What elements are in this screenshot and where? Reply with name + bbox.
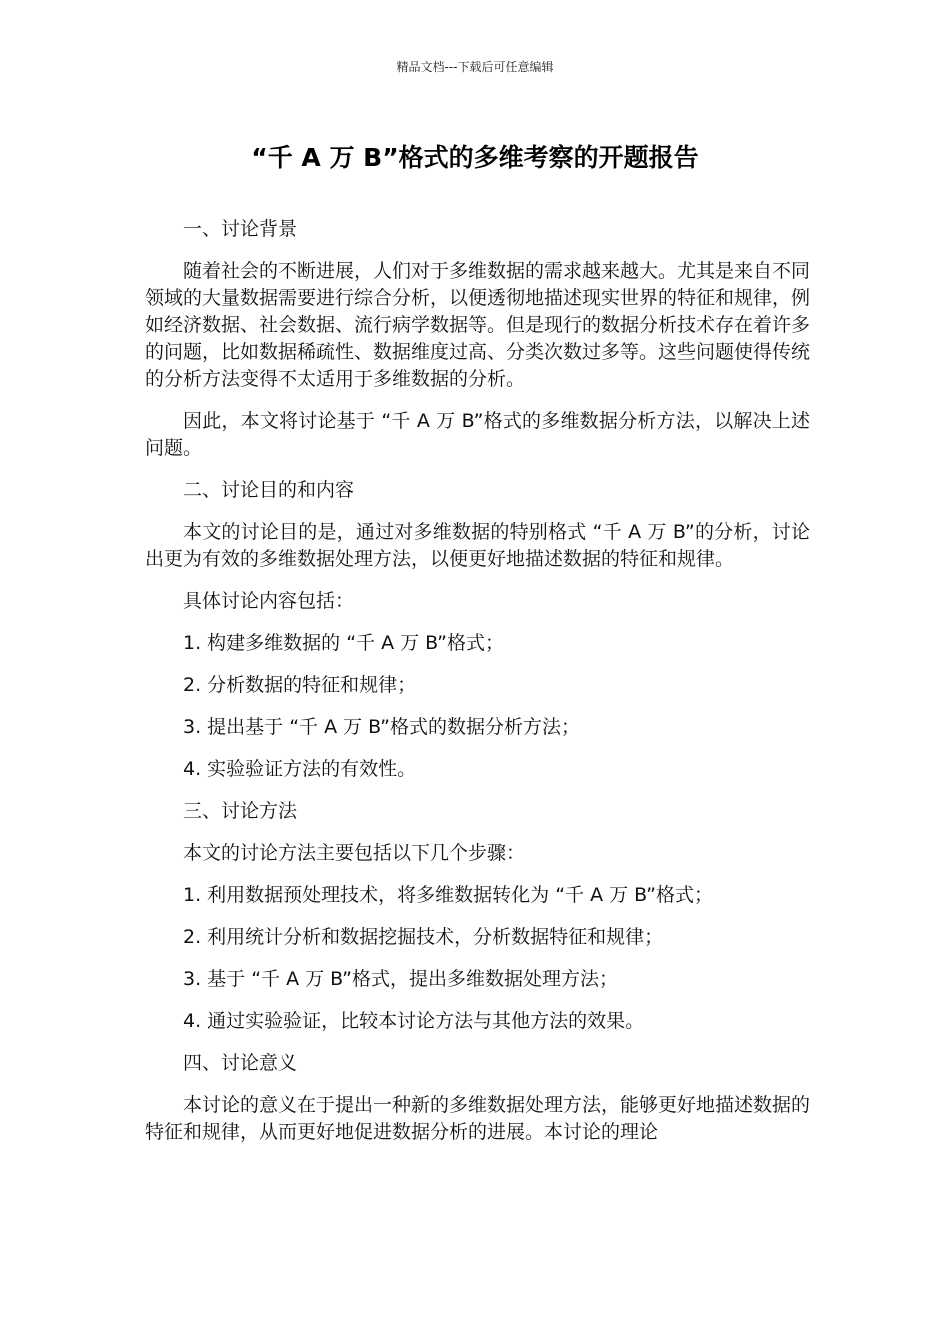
section-heading-significance: 四、讨论意义 xyxy=(183,1052,298,1074)
paragraph-purpose-1: 本文的讨论目的是，通过对多维数据的特别格式 “千 A 万 B”的分析，讨论出更为有效的多维数据处理方法，以便更好地描述数据的特征和规律。 xyxy=(145,521,810,570)
header-note: 精品文档---下载后可任意编辑 xyxy=(396,60,554,74)
list-item: 2. 利用统计分析和数据挖掘技术，分析数据特征和规律； xyxy=(183,926,664,948)
section-heading-method: 三、讨论方法 xyxy=(183,800,298,822)
page-title: “千 A 万 B”格式的多维考察的开题报告 xyxy=(251,143,699,172)
paragraph-purpose-2: 具体讨论内容包括： xyxy=(183,590,355,612)
document-body xyxy=(145,216,810,1161)
paragraph-method-1: 本文的讨论方法主要包括以下几个步骤： xyxy=(183,842,526,864)
list-item: 3. 基于 “千 A 万 B”格式，提出多维数据处理方法； xyxy=(183,968,619,990)
paragraph-background-2: 因此，本文将讨论基于 “千 A 万 B”格式的多维数据分析方法，以解决上述问题。 xyxy=(145,410,810,459)
list-item: 4. 实验验证方法的有效性。 xyxy=(183,758,417,780)
section-heading-background: 一、讨论背景 xyxy=(183,218,298,240)
paragraph-background-1: 随着社会的不断进展，人们对于多维数据的需求越来越大。尤其是来自不同领域的大量数据需要进行综合分析，以便透彻地描述现实世界的特征和规律，例如经济数据、社会数据、流行病学数据等。但是现行的数据分析技术存在着许多的问题，比如数据稀疏性、数据维度过高、分类次数过多等。这些问题使得传统的分析方法变得不太适用于多维数据的分析。 xyxy=(145,260,811,390)
list-item: 4. 通过实验验证，比较本讨论方法与其他方法的效果。 xyxy=(183,1010,645,1032)
list-item: 1. 利用数据预处理技术，将多维数据转化为 “千 A 万 B”格式； xyxy=(183,884,714,906)
list-item: 2. 分析数据的特征和规律； xyxy=(183,674,417,696)
section-heading-purpose: 二、讨论目的和内容 xyxy=(183,479,355,501)
paragraph-significance-1: 本讨论的意义在于提出一种新的多维数据处理方法，能够更好地描述数据的特征和规律，从而更好地促进数据分析的进展。本讨论的理论 xyxy=(145,1094,811,1143)
list-item: 1. 构建多维数据的 “千 A 万 B”格式； xyxy=(183,632,505,654)
list-item: 3. 提出基于 “千 A 万 B”格式的数据分析方法； xyxy=(183,716,581,738)
